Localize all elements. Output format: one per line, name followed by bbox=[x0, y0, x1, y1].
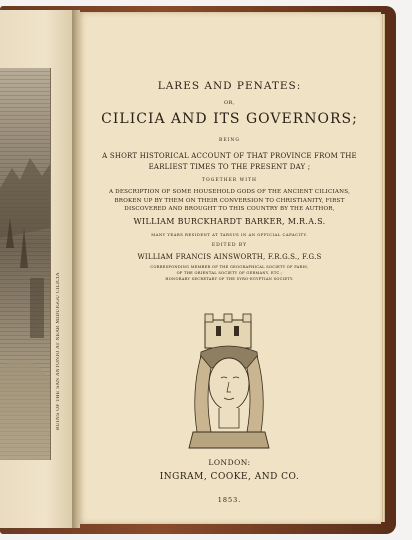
page-block-edge bbox=[381, 14, 385, 522]
author-name: WILLIAM BURCKHARDT BARKER, M.R.A.S. bbox=[133, 217, 326, 226]
description-line: DISCOVERED AND BROUGHT TO THIS COUNTRY BY THE AUTHOR, bbox=[124, 206, 335, 212]
engraving-illustration bbox=[0, 68, 50, 460]
frontispiece-page bbox=[0, 10, 76, 528]
publication-place: LONDON: bbox=[208, 458, 251, 467]
editor-note-line: CORRESPONDING MEMBER OF THE GEOGRAPHICAL SOCIETY OF PARIS; bbox=[150, 265, 309, 269]
title-page bbox=[78, 12, 381, 524]
editor-name: WILLIAM FRANCIS AINSWORTH, F.R.G.S., F.G.S bbox=[137, 253, 322, 261]
being-word: BEING bbox=[219, 138, 240, 143]
description-line: BROKEN UP BY THEM ON THEIR CONVERSION TO CHRISTIANITY, FIRST bbox=[114, 197, 345, 204]
tyche-head-vignette bbox=[171, 312, 286, 452]
title-line-1: LARES AND PENATES: bbox=[157, 80, 302, 92]
subtitle-line: EARLIEST TIMES TO THE PRESENT DAY ; bbox=[148, 163, 311, 171]
editor-note-line: OF THE ORIENTAL SOCIETY OF GERMANY, ETC.; bbox=[176, 271, 283, 275]
together-with: TOGETHER WITH bbox=[202, 178, 257, 183]
publisher: INGRAM, COOKE, AND CO. bbox=[159, 472, 300, 482]
frontispiece-engraving bbox=[0, 68, 51, 460]
author-note: MANY YEARS RESIDENT AT TARSUS IN AN OFFICIAL CAPACITY. bbox=[151, 232, 308, 237]
description-line: A DESCRIPTION OF SOME HOUSEHOLD GODS OF THE ANCIENT CILICIANS, bbox=[108, 189, 351, 195]
or-word: OR, bbox=[224, 100, 235, 106]
plate-caption: RUINS OF THE SAN ANTONIO AT NEAR MIDUIGGU CILICIA bbox=[56, 272, 61, 430]
title-line-2: CILICIA AND ITS GOVERNORS; bbox=[101, 111, 358, 127]
description bbox=[78, 188, 381, 214]
subtitle-line: A SHORT HISTORICAL ACCOUNT OF THAT PROVINCE FROM THE bbox=[102, 152, 357, 160]
subtitle bbox=[78, 151, 381, 173]
publication-year: 1853. bbox=[217, 496, 242, 504]
editor-note bbox=[78, 264, 381, 282]
edited-by: EDITED BY bbox=[211, 243, 248, 248]
editor-note-line: HONORARY SECRETARY OF THE SYRO-EGYPTIAN SOCIETY. bbox=[165, 277, 294, 281]
